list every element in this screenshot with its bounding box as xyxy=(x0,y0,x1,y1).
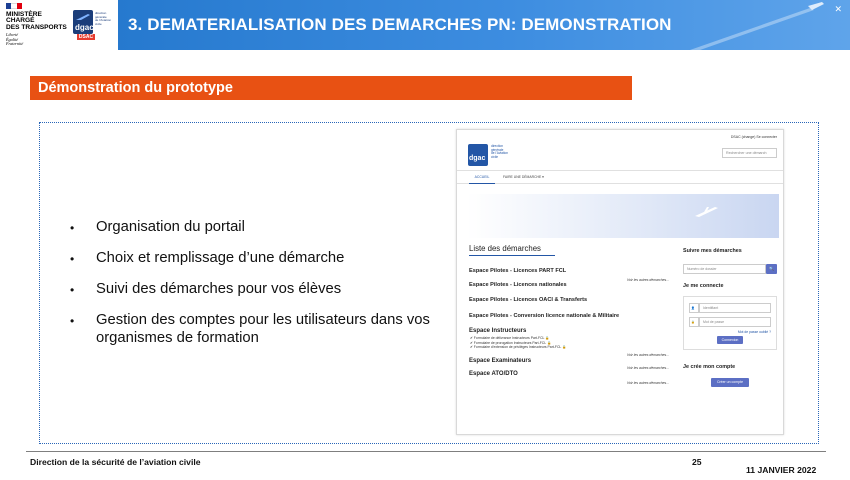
portal-search-input[interactable]: Rechercher une démarch xyxy=(722,148,777,158)
dsac-tag: DSAC xyxy=(78,34,94,40)
slide-title: 3. DEMATERIALISATION DES DEMARCHES PN: DEMONSTRATION xyxy=(128,15,672,34)
identifiant-input[interactable]: Identifiant xyxy=(699,303,771,313)
french-flag-icon xyxy=(6,3,22,9)
header-bar xyxy=(0,0,850,50)
aircraft-icon xyxy=(73,11,93,23)
portal-banner xyxy=(467,194,779,238)
footer-divider xyxy=(26,451,826,452)
connect-title: Je me connecte xyxy=(683,283,724,289)
create-account-button[interactable]: Créer un compte xyxy=(711,378,749,387)
republic-motto: Liberté Égalité Fraternité xyxy=(6,32,24,47)
portal-logo xyxy=(468,144,488,166)
category-examinateurs[interactable]: Espace Examinateurs xyxy=(469,357,532,364)
bullet-dot-icon: • xyxy=(70,252,75,266)
portal-top-links[interactable]: DSAC (change) Se connecter xyxy=(730,135,777,139)
portal-logo-subtitle: direction générale de l'Aviation civile xyxy=(491,144,509,159)
identifiant-row xyxy=(689,303,771,313)
dgac-subtitle: direction générale de l'Aviation civile xyxy=(95,11,112,26)
bullet-item xyxy=(70,311,430,347)
password-input[interactable]: Mot de passe xyxy=(699,317,771,327)
suivi-title: Suivre mes démarches xyxy=(683,248,742,254)
instructor-form-item[interactable]: ✔ Formulaire d'extension de privilèges Instructeurs Part-FCL 🔒 xyxy=(470,345,567,350)
banner-plane-icon xyxy=(695,204,719,218)
footer-organization: Direction de la sécurité de l’aviation civile xyxy=(30,457,201,467)
bullet-text: Choix et remplissage d’une démarche xyxy=(96,250,345,266)
more-demarches-link[interactable]: Voir les autres démarches... xyxy=(626,366,669,371)
password-row xyxy=(689,317,771,327)
dossier-search xyxy=(683,264,777,274)
category-part-fcl[interactable]: Espace Pilotes - Licences PART FCL xyxy=(469,268,567,274)
ministry-logo xyxy=(6,3,66,47)
dossier-number-input[interactable]: Numéro de dossier xyxy=(683,264,766,274)
portal-nav xyxy=(457,170,784,184)
bullet-text: Suivi des démarches pour vos élèves xyxy=(96,281,342,297)
more-demarches-link[interactable]: Voir les autres démarches... xyxy=(626,277,669,282)
bullet-item xyxy=(70,218,430,237)
dgac-badge xyxy=(73,10,93,34)
instructor-form-item[interactable]: ✔ Formulaire de délivrance Instructeurs Part-FCL 🔒 xyxy=(470,335,550,340)
more-demarches-link[interactable]: Voir les autres démarches... xyxy=(626,380,669,385)
search-icon[interactable]: 🔍 xyxy=(766,264,777,274)
connexion-button[interactable]: Connexion xyxy=(717,336,743,344)
category-nationales[interactable]: Espace Pilotes - Licences nationales xyxy=(469,281,567,288)
bullet-dot-icon: • xyxy=(70,221,75,235)
category-conversion[interactable]: Espace Pilotes - Conversion licence nationale & Militaire xyxy=(469,312,620,319)
nav-tab-faire-demarche[interactable]: FAIRE UNE DÉMARCHE ▾ xyxy=(503,175,544,179)
portal-screenshot xyxy=(456,129,784,435)
ministry-name: MINISTÈRE CHARGÉ DES TRANSPORTS xyxy=(6,11,67,31)
portal-logo-word: dgac xyxy=(469,155,486,162)
bullet-text: Gestion des comptes pour les utilisateurs dans vos organismes de formation xyxy=(96,312,430,346)
category-ato-dto[interactable]: Espace ATO/DTO xyxy=(469,371,518,378)
more-demarches-link[interactable]: Voir les autres démarches... xyxy=(626,352,669,357)
section-label: Démonstration du prototype xyxy=(30,76,632,100)
demarches-list-title: Liste des démarches xyxy=(469,244,555,256)
footer-date: 11 JANVIER 2022 xyxy=(746,465,817,475)
bullet-dot-icon: • xyxy=(70,314,75,328)
logo-area xyxy=(0,0,118,50)
forgot-password-link[interactable]: Mot de passe oublié ? xyxy=(737,330,771,334)
instructor-form-item[interactable]: ✔ Formulaire de prorogation Instructeurs Part-FCL 🔒 xyxy=(470,340,552,345)
plane-streak-decoration xyxy=(690,0,830,50)
bullet-text: Organisation du portail xyxy=(96,219,245,235)
bullet-item xyxy=(70,249,430,268)
login-box xyxy=(683,296,777,350)
nav-tab-home[interactable]: ACCUEIL xyxy=(469,171,495,184)
bullet-dot-icon: • xyxy=(70,283,75,297)
close-icon[interactable]: ✕ xyxy=(834,4,842,14)
demarches-list xyxy=(469,244,669,385)
page-number: 25 xyxy=(692,457,702,467)
bullet-item xyxy=(70,280,430,299)
bullet-list xyxy=(70,218,430,359)
create-account-title: Je crée mon compte xyxy=(683,364,736,370)
category-instructeurs[interactable]: Espace Instructeurs xyxy=(469,328,527,335)
user-icon: 👤 xyxy=(689,303,699,313)
dgac-logo xyxy=(73,10,113,40)
category-oaci[interactable]: Espace Pilotes - Licences OACI & Transferts xyxy=(469,297,588,304)
dgac-word: dgac xyxy=(75,23,94,32)
portal-sidebar xyxy=(683,248,777,387)
lock-icon: 🔒 xyxy=(689,317,699,327)
